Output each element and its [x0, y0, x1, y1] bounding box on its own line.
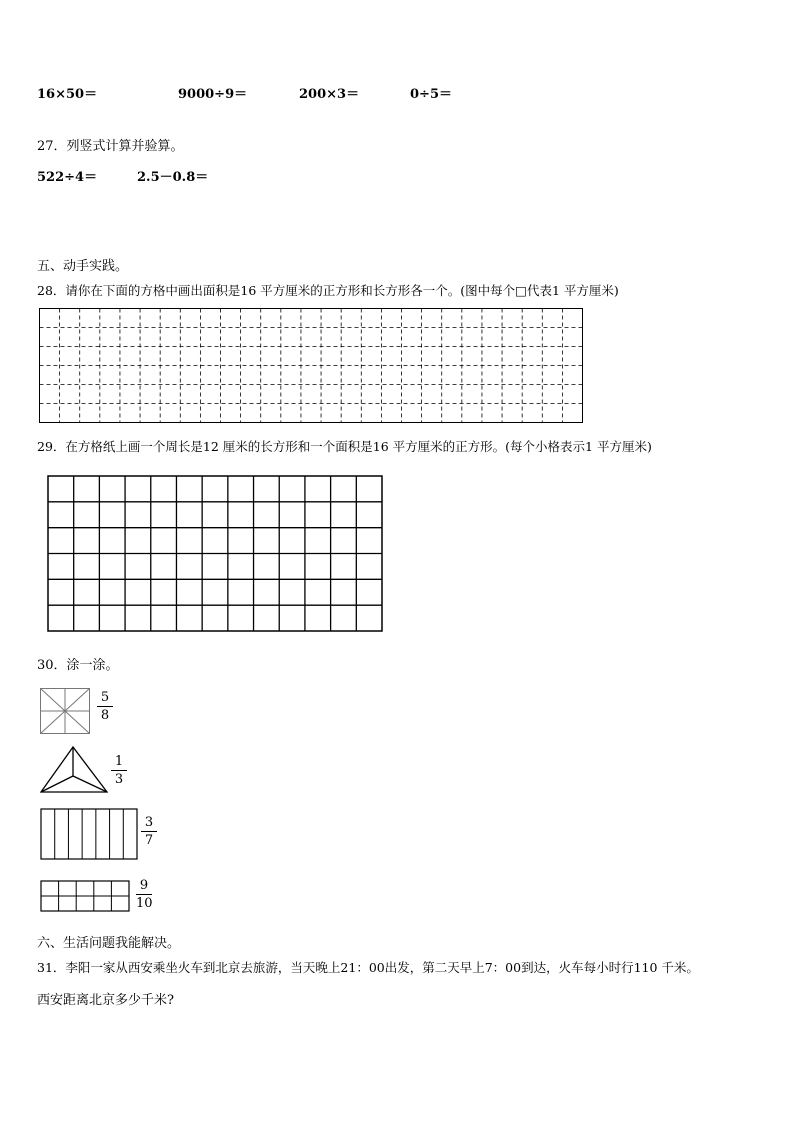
fraction-9-10	[136, 878, 152, 911]
numerator: 9	[139, 878, 149, 893]
q27-title: 27．列竖式计算并验算。	[37, 139, 184, 154]
denominator: 10	[136, 896, 153, 911]
q30-title: 30．涂一涂。	[37, 658, 119, 673]
q29-text: 29．在方格纸上画一个周长是12 厘米的长方形和一个面积是16 平方厘米的正方形。(每个小格表示1 平方厘米)	[37, 439, 652, 454]
numerator: 1	[114, 754, 124, 769]
q31-line1: 31．李阳一家从西安乘坐火车到北京去旅游，当天晚上21：00出发，第二天早上7：00到达，火车每小时行110 千米。	[37, 960, 699, 975]
fraction-bar	[141, 831, 157, 832]
rectangle-tenths-shape[interactable]	[40, 880, 130, 912]
denominator: 8	[100, 708, 110, 723]
solid-grid-q29[interactable]	[47, 475, 383, 632]
calc-3: 200×3＝	[299, 87, 360, 102]
fraction-bar	[111, 770, 127, 771]
fraction-bar	[136, 894, 152, 895]
triangle-thirds-shape[interactable]	[40, 746, 108, 793]
denominator: 7	[144, 833, 154, 848]
rectangle-sevenths-shape[interactable]	[40, 808, 138, 860]
q27-item-2: 2.5－0.8＝	[137, 170, 209, 185]
q27-item-1: 522÷4＝	[37, 170, 98, 185]
section6-title: 六、生活问题我能解决。	[37, 936, 181, 951]
calc-1: 16×50＝	[37, 87, 98, 102]
q28-text: 28．请你在下面的方格中画出面积是16 平方厘米的正方形和长方形各一个。(图中每个□代表1 平方厘米)	[37, 283, 619, 298]
fraction-1-3	[111, 754, 127, 787]
fraction-5-8	[97, 690, 113, 723]
calc-4: 0÷5＝	[410, 87, 452, 102]
fraction-3-7	[141, 815, 157, 848]
grid-border	[41, 809, 137, 859]
dashed-grid-q28[interactable]	[39, 308, 583, 423]
fraction-bar	[97, 706, 113, 707]
denominator: 3	[114, 772, 124, 787]
square-eighths-shape[interactable]	[40, 688, 90, 734]
numerator: 3	[144, 815, 154, 830]
grid-border	[40, 309, 583, 423]
q31-line2: 西安距离北京多少千米?	[37, 993, 174, 1008]
section5-title: 五、动手实践。	[37, 259, 129, 274]
calc-2: 9000÷9＝	[178, 87, 248, 102]
numerator: 5	[100, 690, 110, 705]
